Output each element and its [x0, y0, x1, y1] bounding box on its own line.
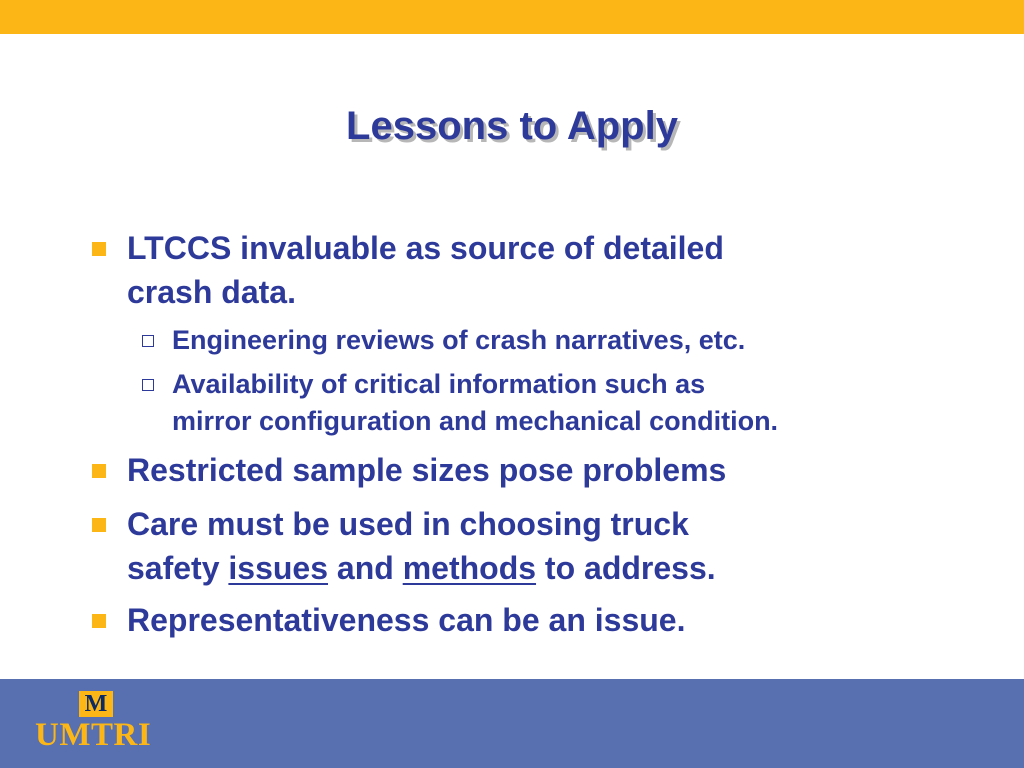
text-segment: and [328, 550, 403, 586]
sub-bullet-2-line-1: Availability of critical information such as [172, 369, 706, 399]
umtri-logo-text: UMTRI [35, 717, 152, 753]
underlined-word-methods: methods [402, 550, 537, 586]
sub-bullet-marker [142, 379, 154, 391]
bullet-3-line-1: Care must be used in choosing truck [127, 506, 689, 542]
block-m-logo: M [79, 691, 113, 717]
footer-bar [0, 679, 1024, 768]
bullet-marker [92, 242, 106, 256]
bullet-marker [92, 614, 106, 628]
top-accent-bar [0, 0, 1024, 34]
bullet-2-line-1: Restricted sample sizes pose problems [127, 452, 727, 488]
bullet-4-line-1: Representativeness can be an issue. [127, 602, 686, 638]
sub-bullet-marker [142, 335, 154, 347]
sub-bullet-1-line-1: Engineering reviews of crash narratives, etc. [172, 325, 746, 355]
bullet-1-line-2: crash data. [127, 274, 296, 310]
slide-title: Lessons to Apply [346, 104, 678, 148]
text-segment: safety [127, 550, 229, 586]
sub-bullet-2-line-2: mirror configuration and mechanical condition. [172, 406, 779, 436]
bullet-1-line-1: LTCCS invaluable as source of detailed [127, 230, 724, 266]
underlined-word-issues: issues [228, 550, 329, 586]
bullet-marker [92, 518, 106, 532]
bullet-3-line-2 [127, 547, 716, 589]
text-segment: to address. [536, 550, 716, 586]
bullet-marker [92, 464, 106, 478]
